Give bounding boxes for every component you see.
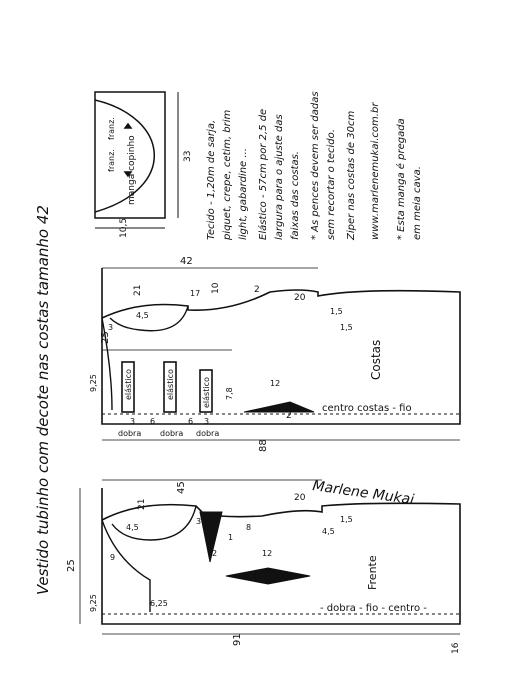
note-site: www.marlenemukai.com.br — [370, 102, 381, 240]
front-side-dart — [200, 512, 222, 562]
back-dim-2b-label: 2 — [286, 411, 292, 421]
front-dim-8-label: 8 — [246, 523, 252, 532]
note-tecido-1: Tecido - 1,20m de sarja, — [206, 119, 217, 240]
front-dim-1-5-label: 1,5 — [340, 515, 353, 524]
signature: Marlene Mukai — [311, 478, 416, 509]
page-title: Vestido tubinho com decote nas costas tamanho 42 — [34, 205, 52, 595]
front-dim-91-label: 91 — [232, 633, 243, 646]
back-dim-9-25-label: 9,25 — [89, 374, 98, 392]
front-waist-dart — [226, 568, 310, 584]
back-dim-4-5-label: 4,5 — [136, 311, 149, 320]
back-dim-6b-label: 6 — [188, 417, 194, 426]
note-elastico-3: faixas das costas. — [290, 151, 301, 240]
back-dim-1-5b-label: 1,5 — [330, 307, 343, 316]
back-dim-3a-label: 3 — [108, 323, 114, 332]
front-dim-4-5-label: 4,5 — [126, 523, 139, 532]
note-tecido-3: light, gabardine ... — [238, 148, 249, 240]
front-label: Frente — [366, 555, 379, 590]
note-pences-2: sem recortar o tecido. — [326, 129, 337, 240]
back-dim-12-label: 12 — [270, 379, 281, 388]
sleeve-franz-label-1: franz. — [107, 117, 116, 140]
sleeve-franz-label-2: franz. — [107, 149, 116, 172]
front-dim-9-label: 9 — [110, 553, 116, 562]
back-dobra-label-1: dobra — [118, 429, 142, 438]
note-tecido-2: piquet, crepe, cetim, brim — [222, 109, 233, 240]
front-dim-3-label: 3 — [196, 517, 202, 526]
notes-block — [206, 91, 423, 241]
back-dim-25-label: 25 — [100, 331, 111, 344]
front-dim-1-label: 1 — [228, 533, 234, 542]
front-fold-label: - dobra - fio - centro - — [320, 603, 427, 614]
front-dim-21-label: 21 — [137, 498, 147, 510]
sleeve-label: manga copinho — [127, 135, 137, 205]
back-dim-7-8-label: 7,8 — [225, 387, 234, 400]
note-ziper: Ziper nas costas de 30cm — [346, 110, 357, 240]
back-dim-10-label: 10 — [211, 282, 221, 294]
note-manga-1: * Esta manga é pregada — [396, 118, 407, 240]
back-elastic-label-1: elástico — [124, 369, 133, 400]
back-dim-21-label: 21 — [133, 284, 143, 296]
front-dim-4-5b-label: 4,5 — [322, 527, 335, 536]
back-dim-3b-label: 3 — [130, 417, 136, 426]
back-elastic-label-3: elástico — [202, 377, 211, 408]
front-dim-2-label: 2 — [212, 549, 218, 558]
sleeve-franz-mark-1 — [125, 124, 131, 128]
back-label: Costas — [369, 339, 383, 380]
front-dim-6-25-label: 6,25 — [150, 599, 168, 608]
back-dobra-label-2: dobra — [160, 429, 184, 438]
sleeve-cap-curve — [95, 100, 154, 212]
back-dim-17-label: 17 — [190, 289, 201, 298]
back-fold-label: centro costas - fio — [322, 403, 412, 414]
back-elastic-label-2: elástico — [166, 369, 175, 400]
front-neckline — [102, 520, 150, 612]
back-dim-88-label: 88 — [258, 439, 269, 452]
back-dim-3c-label: 3 — [204, 417, 210, 426]
back-dim-6a-label: 6 — [150, 417, 156, 426]
sleeve-dim-height: 10,5 — [119, 217, 129, 238]
front-dim-16-label: 16 — [451, 642, 461, 654]
front-dim-25-label: 25 — [66, 559, 77, 572]
back-dim-2a-label: 2 — [254, 285, 260, 295]
front-dim-20-label: 20 — [294, 493, 306, 503]
back-dim-42-label: 42 — [180, 256, 193, 267]
front-dim-12-label: 12 — [262, 549, 273, 558]
note-elastico-1: Elástico - 57cm por 2,5 de — [258, 108, 269, 240]
sleeve-dim-width: 33 — [183, 150, 193, 162]
back-dim-1-5-label: 1,5 — [340, 323, 353, 332]
back-dim-20-label: 20 — [294, 293, 306, 303]
back-pattern — [102, 268, 460, 440]
note-manga-2: em meia cava. — [412, 166, 423, 240]
back-outline — [102, 268, 460, 424]
note-pences-1: * As pences devem ser dadas — [310, 91, 321, 240]
back-dobra-label-3: dobra — [196, 429, 220, 438]
note-elastico-2: largura para o ajuste das — [274, 114, 285, 240]
front-dim-9-25-label: 9,25 — [89, 594, 98, 612]
back-dart — [244, 402, 314, 412]
front-dim-45-label: 45 — [176, 481, 187, 494]
